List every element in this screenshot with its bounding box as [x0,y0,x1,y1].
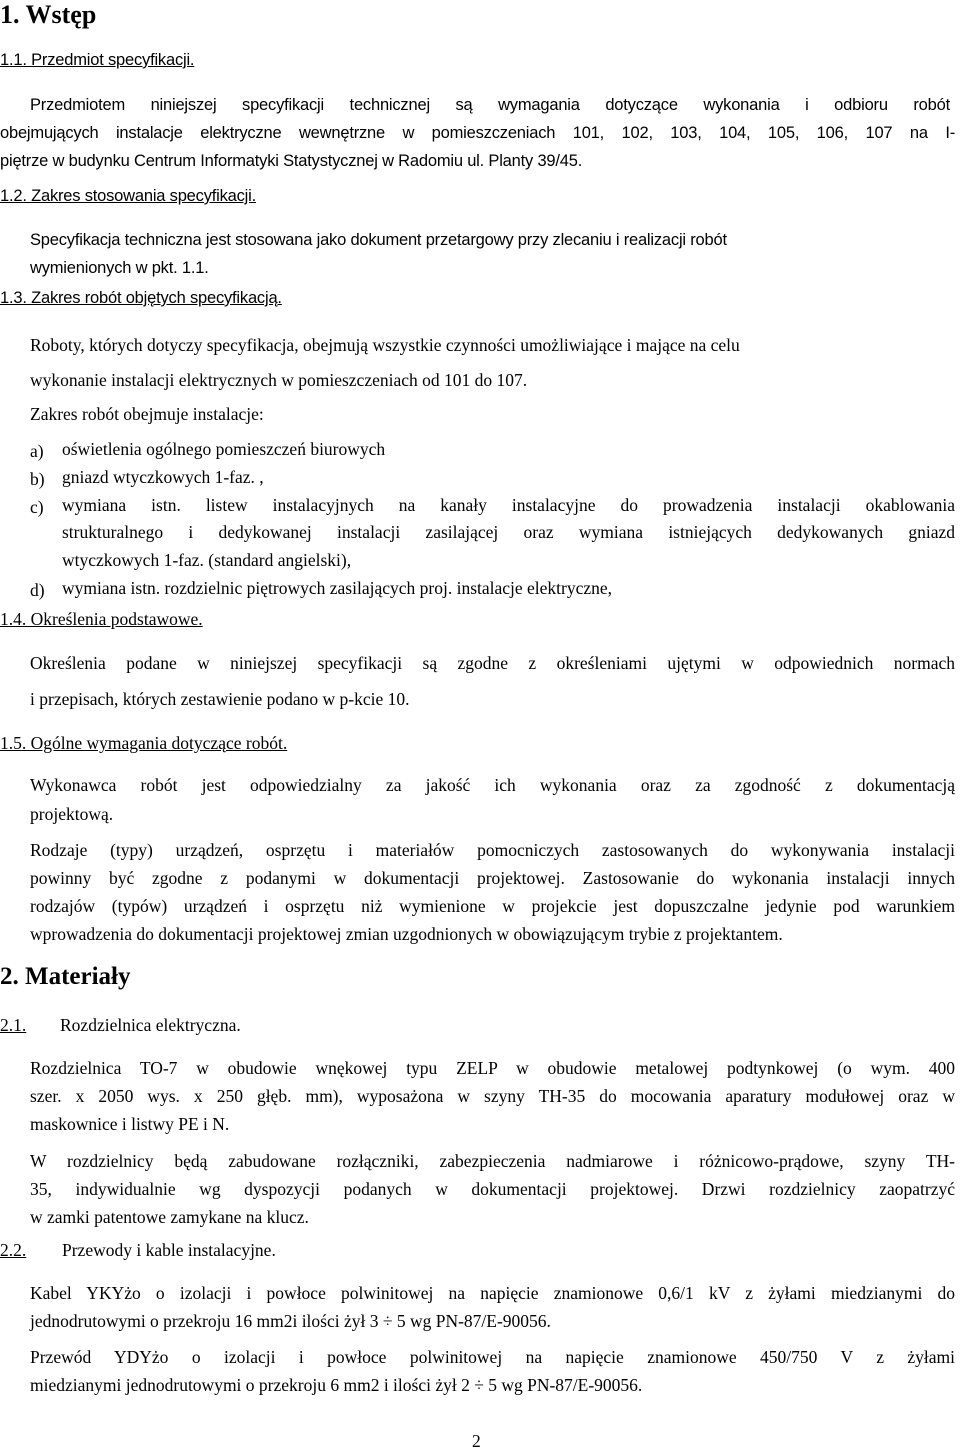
para-1-3-line-1: Roboty, których dotyczy specyfikacja, obejmują wszystkie czynności umożliwiające i mające na celu [30,335,740,355]
section-2-title: 2. Materiały [0,963,131,990]
para-1-4-line-1: Określenia podane w niniejszej specyfikacji są zgodne z określeniami ujętymi w odpowiednich normach [30,653,955,673]
section-1-title: 1. Wstęp [0,0,97,29]
para-1-5-p2-line-3: rodzajów (typów) urządzeń i osprzętu niż wymienione w projekcie jest dopuszczalne jedynie pod warunkiem [30,896,955,916]
heading-1-5: 1.5. Ogólne wymagania dotyczące robót. [0,733,288,753]
list-item-b-text: gniazd wtyczkowych 1-faz. , [62,467,264,487]
list-item-label: b) [30,469,45,489]
heading-2-2-title: Przewody i kable instalacyjne. [62,1240,276,1260]
heading-2-1-number: 2.1. [0,1015,27,1035]
para-1-3-line-3: Zakres robót obejmuje instalacje: [30,404,264,424]
list-item-label: d) [30,580,45,600]
para-1-4-line-2: i przepisach, których zestawienie podano w p-kcie 10. [30,689,410,709]
para-1-2-line-2: wymienionych w pkt. 1.1. [30,259,209,277]
heading-2-1-title: Rozdzielnica elektryczna. [60,1015,241,1035]
list-item-a-text: oświetlenia ogólnego pomieszczeń biurowych [62,439,386,459]
para-1-2-line-1: Specyfikacja techniczna jest stosowana jako dokument przetargowy przy zlecaniu i realizacji robót [30,231,727,249]
para-2-1-p2-line-3: w zamki patentowe zamykane na klucz. [30,1207,309,1227]
para-2-2-p2-line-1: Przewód YDYżo o izolacji i powłoce polwinitowej na napięcie znamionowe 450/750 V z żyłami [30,1347,955,1367]
list-item-c-line-1: wymiana istn. listew instalacyjnych na kanały instalacyjne do prowadzenia instalacji okablowania [62,495,955,515]
para-1-3-line-2: wykonanie instalacji elektrycznych w pomieszczeniach od 101 do 107. [30,370,528,390]
para-2-2-p1-line-1: Kabel YKYżo o izolacji i powłoce polwinitowej na napięcie znamionowe 0,6/1 kV z żyłami miedzianymi do [30,1283,955,1303]
list-item-label: c) [30,497,44,517]
para-2-1-p1-line-3: maskownice i listwy PE i N. [30,1114,230,1134]
para-1-5-p1-line-1: Wykonawca robót jest odpowiedzialny za jakość ich wykonania oraz za zgodność z dokumentacją [30,775,955,795]
list-item-d-text: wymiana istn. rozdzielnic piętrowych zasilających proj. instalacje elektryczne, [62,578,613,598]
para-2-1-p2-line-2: 35, indywidualnie wg dyspozycji podanych w dokumentacji projektowej. Drzwi rozdzielnicy zaopatrzyć [30,1179,955,1199]
heading-1-4: 1.4. Określenia podstawowe. [0,609,203,629]
page-number: 2 [472,1431,481,1451]
para-2-1-p2-line-1: W rozdzielnicy będą zabudowane rozłączniki, zabezpieczenia nadmiarowe i różnicowo-prądowe, szyny TH- [30,1151,955,1171]
heading-1-1: 1.1. Przedmiot specyfikacji. [0,51,195,69]
para-2-2-p2-line-2: miedzianymi jednodrutowymi o przekroju 6 mm2 i ilości żył 2 ÷ 5 wg PN-87/E-90056. [30,1375,643,1395]
para-1-1-line-1: Przedmiotem niniejszej specyfikacji technicznej są wymagania dotyczące wykonania i odbioru robót [30,96,950,114]
para-2-1-p1-line-1: Rozdzielnica TO-7 w obudowie wnękowej typu ZELP w obudowie metalowej podtynkowej (o wym. 400 [30,1058,955,1078]
list-item-c-line-2: strukturalnego i dedykowanej instalacji zasilającej oraz wymiana istniejących dedykowanych gniazd [62,522,955,542]
para-2-2-p1-line-2: jednodrutowymi o przekroju 16 mm2i ilości żył 3 ÷ 5 wg PN-87/E-90056. [30,1311,551,1331]
para-1-5-p1-line-2: projektową. [30,804,114,824]
para-1-5-p2-line-2: powinny być zgodne z podanymi w dokumentacji projektowej. Zastosowanie do wykonania instalacji innych [30,868,955,888]
para-1-5-p2-line-1: Rodzaje (typy) urządzeń, osprzętu i materiałów pomocniczych zastosowanych do wykonywania instalacji [30,840,955,860]
heading-1-2: 1.2. Zakres stosowania specyfikacji. [0,187,256,205]
para-2-1-p1-line-2: szer. x 2050 wys. x 250 głęb. mm), wyposażona w szyny TH-35 do mocowania aparatury modułowej oraz w [30,1086,955,1106]
heading-2-2-number: 2.2. [0,1240,27,1260]
para-1-1-line-3: piętrze w budynku Centrum Informatyki Statystycznej w Radomiu ul. Planty 39/45. [0,152,583,170]
para-1-1-line-2: obejmujących instalacje elektryczne wewnętrzne w pomieszczeniach 101, 102, 103, 104, 105, 106, 107 na I- [0,124,955,142]
list-item-label: a) [30,441,44,461]
list-item-c-line-3: wtyczkowych 1-faz. (standard angielski), [62,550,352,570]
para-1-5-p2-line-4: wprowadzenia do dokumentacji projektowej zmian uzgodnionych w obowiązującym trybie z projektantem. [30,924,783,944]
heading-1-3: 1.3. Zakres robót objętych specyfikacją. [0,289,282,307]
